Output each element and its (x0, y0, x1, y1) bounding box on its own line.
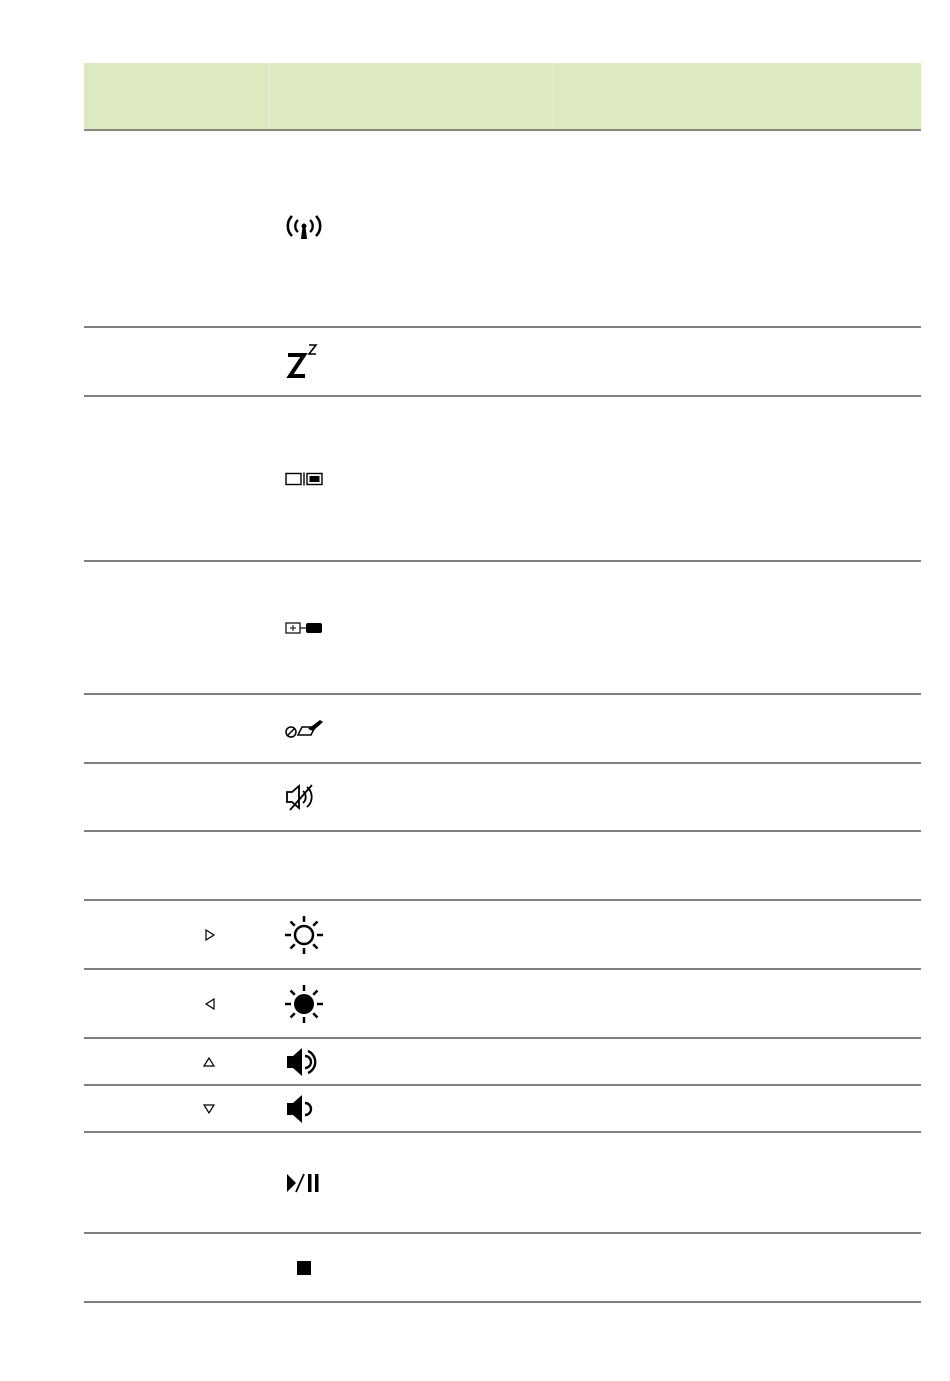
description-cell (552, 1133, 921, 1232)
right-arrow-icon (204, 928, 216, 942)
description-cell (552, 131, 921, 326)
description-cell (552, 397, 921, 560)
hotkey-cell (84, 832, 268, 899)
sleep-icon (282, 342, 322, 382)
header-hotkey-cell (84, 63, 268, 129)
left-arrow-icon (204, 997, 216, 1011)
touchpad-toggle-icon (282, 717, 326, 741)
table-row-touchpad (84, 695, 921, 764)
table-row-screen-blank (84, 562, 921, 695)
wireless-icon (282, 214, 326, 244)
description-cell (552, 901, 921, 968)
description-cell (552, 1086, 921, 1131)
table-row-play-pause (84, 1133, 921, 1234)
description-cell (552, 1039, 921, 1084)
description-cell (552, 764, 921, 830)
table-row-brightness-up (84, 901, 921, 970)
display-toggle-icon (282, 471, 326, 487)
table-header (84, 63, 921, 131)
hotkey-cell (84, 1234, 268, 1301)
description-cell (552, 1234, 921, 1301)
table-row-volume-up (84, 1039, 921, 1086)
speaker-toggle-icon (282, 783, 326, 811)
description-cell (552, 562, 921, 693)
volume-up-icon (282, 1045, 326, 1079)
hotkey-cell (84, 397, 268, 560)
hotkey-cell (84, 562, 268, 693)
header-icon-cell (268, 63, 553, 129)
brightness-up-icon (282, 913, 326, 957)
hotkey-table (84, 63, 921, 1303)
screen-blank-icon (282, 621, 326, 635)
table-row-speaker-toggle (84, 764, 921, 832)
hotkey-cell (84, 131, 268, 326)
description-cell (552, 328, 921, 395)
hotkey-cell (84, 695, 268, 762)
header-function-cell (552, 63, 922, 129)
hotkey-cell (84, 764, 268, 830)
table-row-wireless (84, 131, 921, 328)
table-row-stop (84, 1234, 921, 1303)
table-row-volume-down (84, 1086, 921, 1133)
volume-down-icon (282, 1092, 326, 1126)
table-row-brightness-down (84, 970, 921, 1039)
hotkey-cell (84, 1133, 268, 1232)
hotkey-cell (84, 328, 268, 395)
stop-icon (282, 1258, 326, 1278)
up-arrow-icon (202, 1056, 216, 1068)
description-cell (552, 695, 921, 762)
table-row-sleep (84, 328, 921, 397)
play-pause-icon (282, 1171, 326, 1195)
table-row-display-toggle (84, 397, 921, 562)
description-cell (552, 970, 921, 1037)
table-row-empty (84, 832, 921, 901)
brightness-down-icon (282, 982, 326, 1026)
down-arrow-icon (202, 1103, 216, 1115)
description-cell (552, 832, 921, 899)
